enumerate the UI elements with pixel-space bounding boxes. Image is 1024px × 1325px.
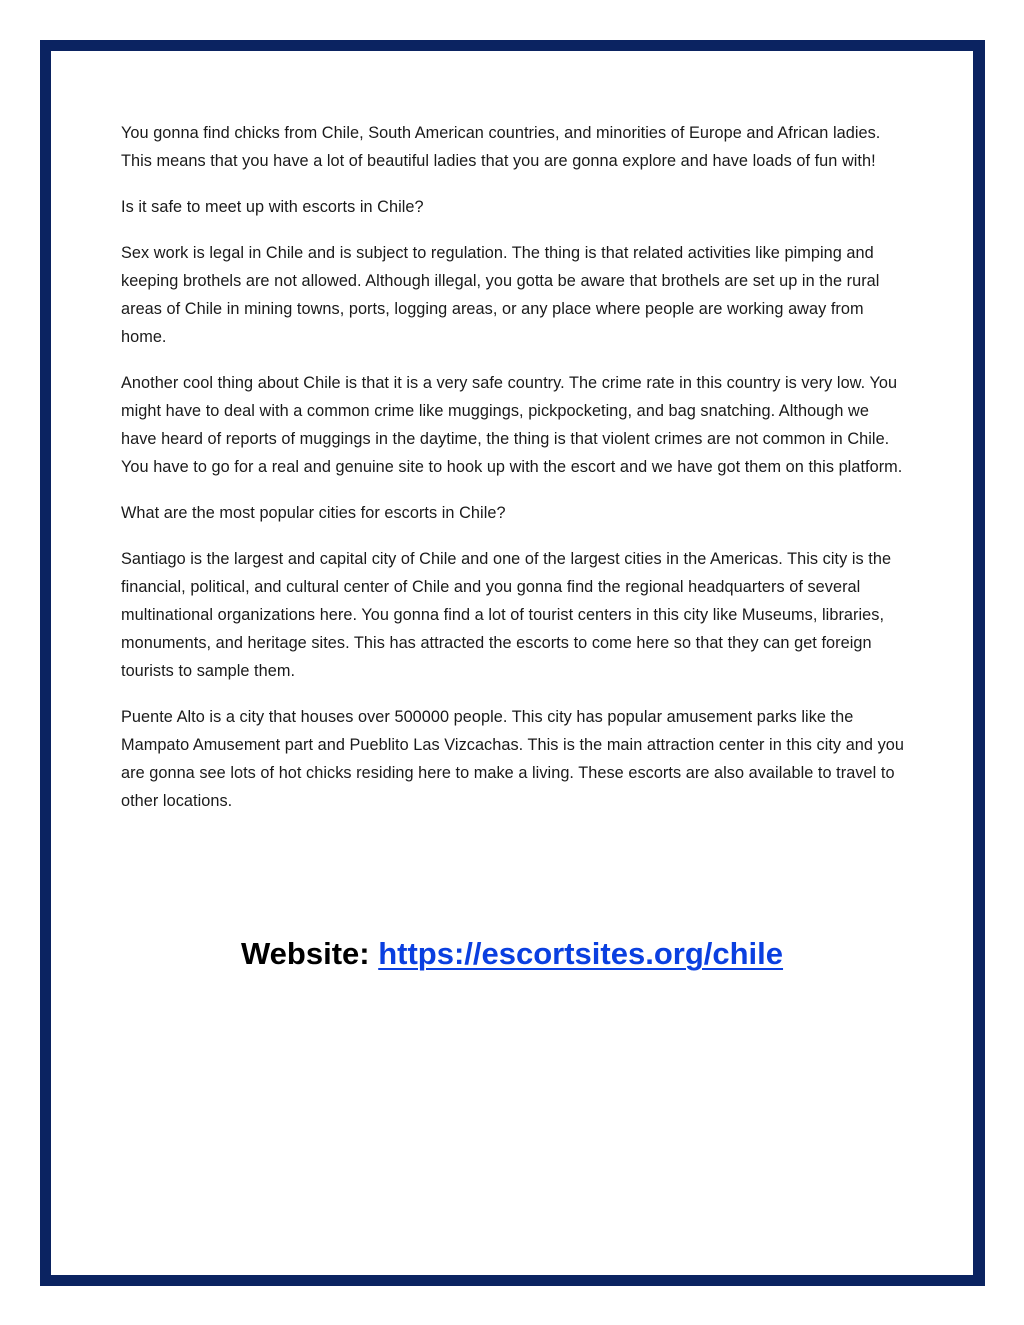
question-safety: Is it safe to meet up with escorts in Chile? bbox=[121, 198, 424, 216]
website-link[interactable]: https://escortsites.org/chile bbox=[378, 936, 784, 971]
paragraph-puente-alto: Puente Alto is a city that houses over 500000 people. This city has popular amusement parks like the Mampato Amusement part and Pueblito Las Vizcachas. This is the main attraction center in this city and you are gonna see lots of hot chicks residing here to make a living. These escorts are also available to travel to other locations. bbox=[121, 708, 904, 810]
paragraph-intro: You gonna find chicks from Chile, South American countries, and minorities of Europe and African ladies. This means that you have a lot of beautiful ladies that you are gonna explore and have loads of fun with! bbox=[121, 124, 881, 170]
question-popular-cities: What are the most popular cities for escorts in Chile? bbox=[121, 504, 506, 522]
website-label: Website: bbox=[240, 936, 379, 971]
paragraph-legality: Sex work is legal in Chile and is subject to regulation. The thing is that related activities like pimping and keeping brothels are not allowed. Although illegal, you gotta be aware that brothels are set up in the rural areas of Chile in mining towns, ports, logging areas, or any place where people are working away from home. bbox=[121, 244, 880, 346]
website-line bbox=[0, 930, 1024, 978]
paragraph-safety: Another cool thing about Chile is that it is a very safe country. The crime rate in this country is very low. You might have to deal with a common crime like muggings, pickpocketing, and bag snatching. Although we have heard of reports of muggings in the daytime, the thing is that violent crimes are not common in Chile. You have to go for a real and genuine site to hook up with the escort and we have got them on this platform. bbox=[121, 374, 903, 476]
document-body bbox=[121, 119, 906, 833]
paragraph-santiago: Santiago is the largest and capital city of Chile and one of the largest cities in the Americas. This city is the financial, political, and cultural center of Chile and you gonna find the regional headquarters of several multinational organizations here. You gonna find a lot of tourist centers in this city like Museums, libraries, monuments, and heritage sites. This has attracted the escorts to come here so that they can get foreign tourists to sample them. bbox=[121, 550, 892, 680]
